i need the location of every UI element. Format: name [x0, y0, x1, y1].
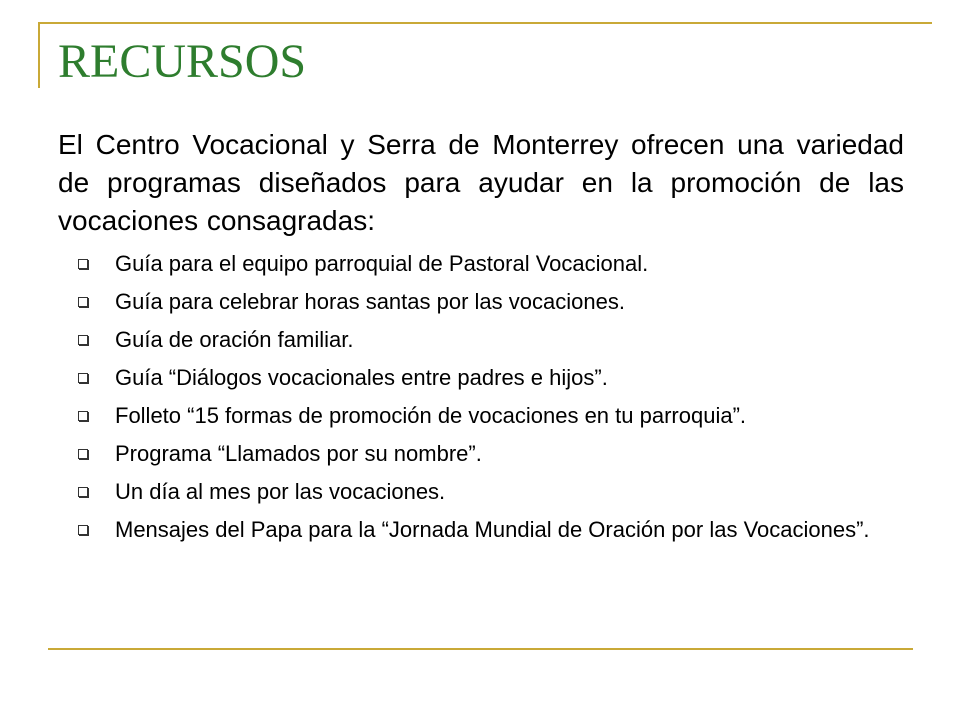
- list-item-text: Un día al mes por las vocaciones.: [115, 479, 446, 504]
- list-item-text: Programa “Llamados por su nombre”.: [115, 441, 482, 466]
- intro-paragraph: El Centro Vocacional y Serra de Monterrey ofrecen una variedad de programas diseñados para ayudar en la promoción de las vocaciones consagradas:: [58, 129, 904, 236]
- list-item: [78, 364, 904, 392]
- square-bullet-icon: [78, 335, 88, 345]
- left-rule: [38, 22, 40, 88]
- list-item: [78, 516, 904, 544]
- list-item: [78, 250, 904, 278]
- square-bullet-icon: [78, 487, 88, 497]
- list-item-text: Folleto “15 formas de promoción de vocaciones en tu parroquia”.: [115, 403, 747, 428]
- square-bullet-icon: [78, 449, 88, 459]
- list-item: [78, 326, 904, 354]
- resource-list: [78, 250, 904, 554]
- list-item-text: Guía “Diálogos vocacionales entre padres e hijos”.: [115, 365, 608, 390]
- square-bullet-icon: [78, 373, 88, 383]
- list-item-text: Mensajes del Papa para la “Jornada Mundial de Oración por las Vocaciones”.: [115, 517, 870, 542]
- square-bullet-icon: [78, 525, 88, 535]
- list-item: [78, 478, 904, 506]
- bottom-rule: [48, 648, 913, 650]
- square-bullet-icon: [78, 297, 88, 307]
- list-item: [78, 288, 904, 316]
- list-item-text: Guía de oración familiar.: [115, 327, 354, 352]
- list-item-text: Guía para celebrar horas santas por las vocaciones.: [115, 289, 625, 314]
- square-bullet-icon: [78, 259, 88, 269]
- list-item-text: Guía para el equipo parroquial de Pastoral Vocacional.: [115, 251, 649, 276]
- square-bullet-icon: [78, 411, 88, 421]
- top-rule: [40, 22, 932, 24]
- list-item: [78, 440, 904, 468]
- slide-title: RECURSOS: [58, 35, 307, 88]
- list-item: [78, 402, 904, 430]
